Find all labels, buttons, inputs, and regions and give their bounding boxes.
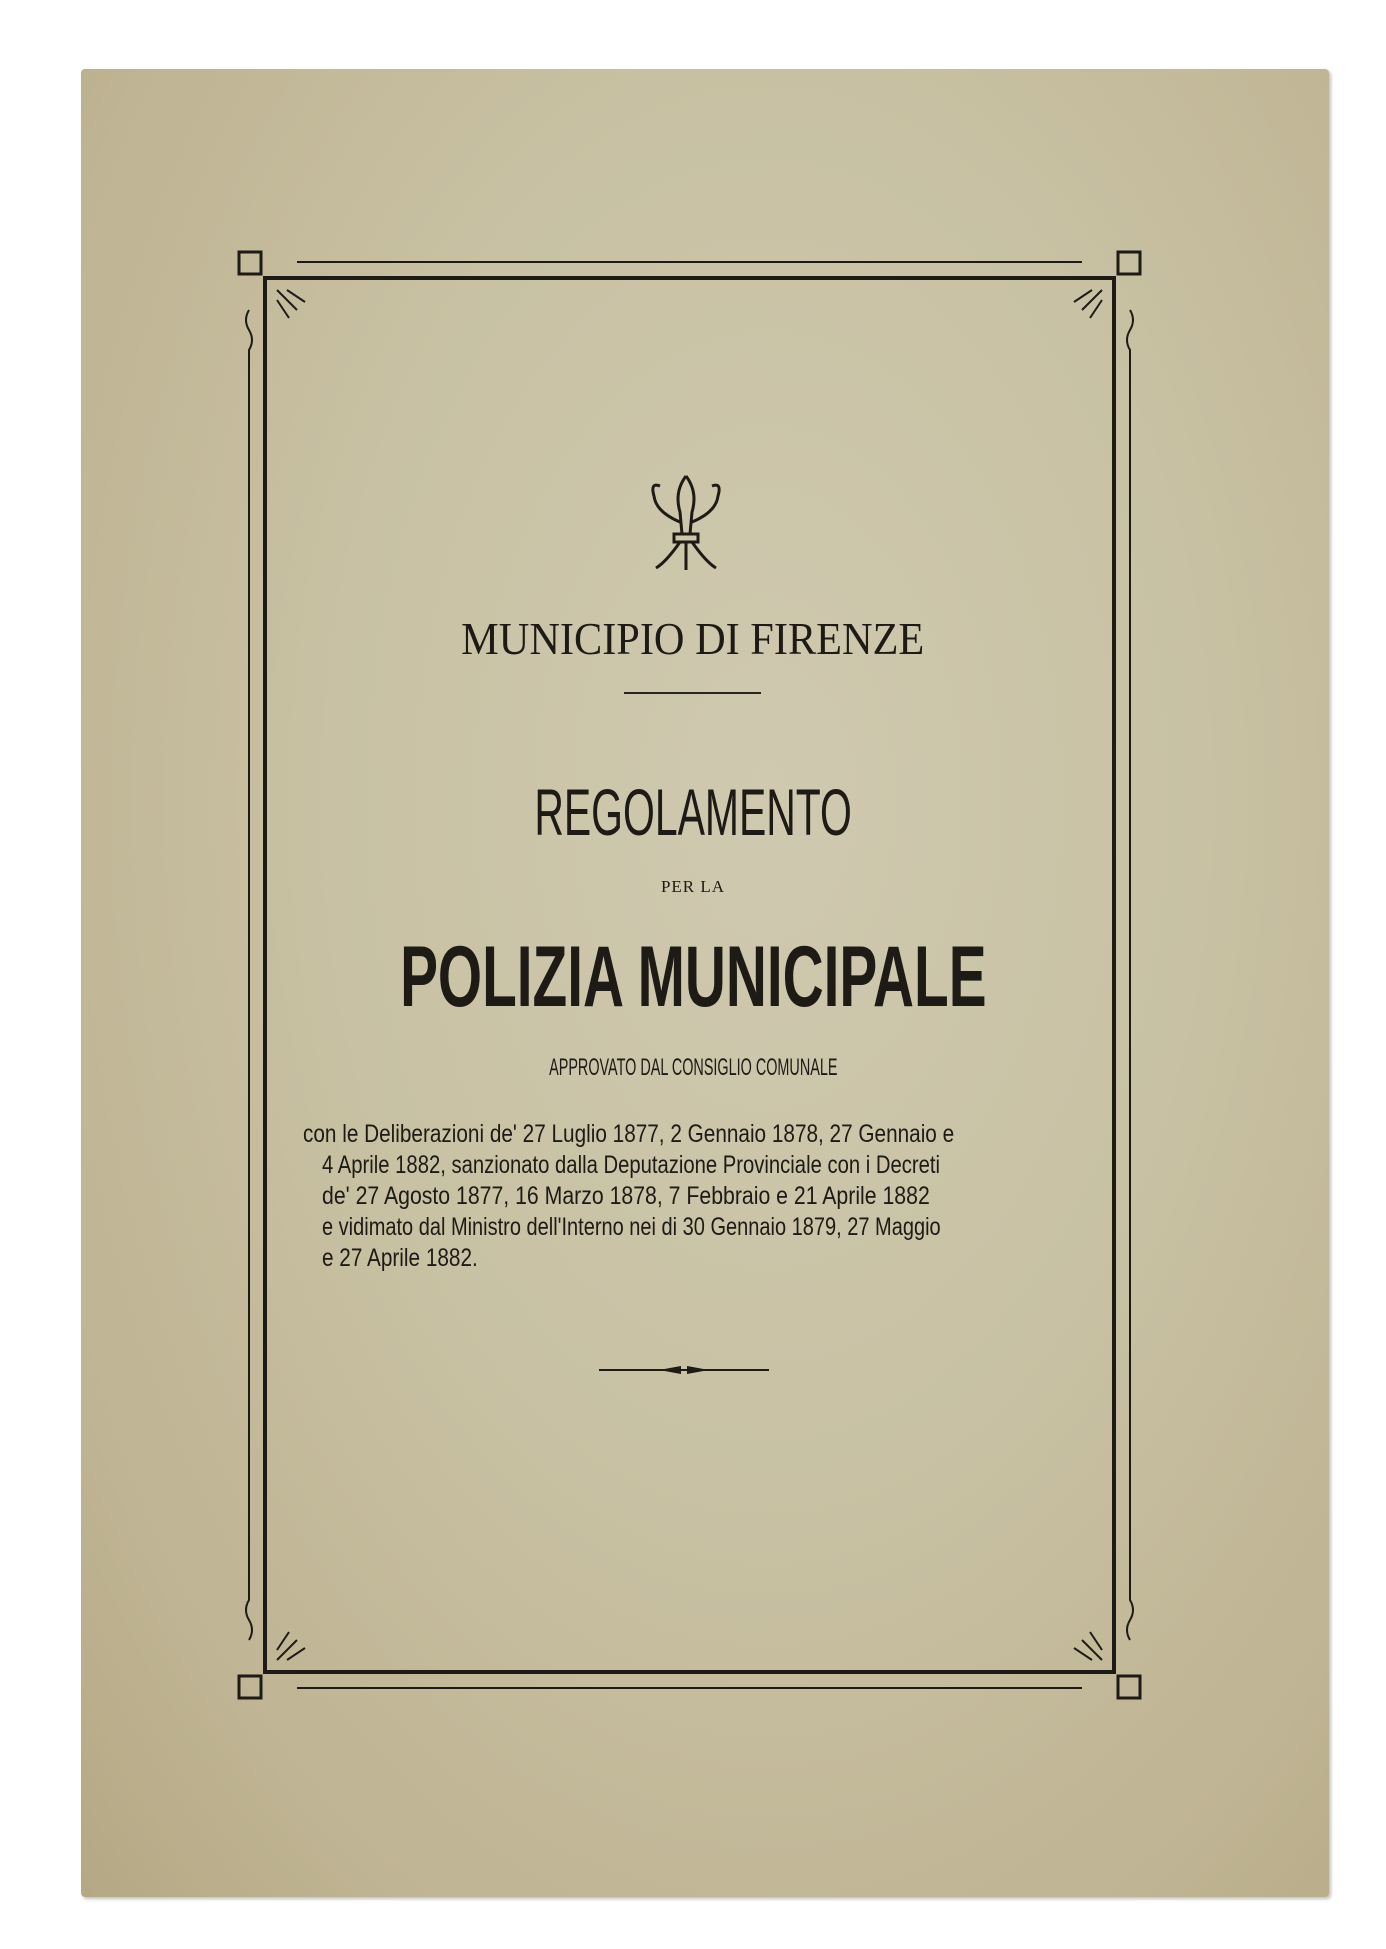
details-line: con le Deliberazioni de' 27 Luglio 1877, 2 Gennaio 1878, 27 Gennaio e: [303, 1120, 955, 1148]
details-line: e vidimato dal Ministro dell'Interno nei di 30 Gennaio 1879, 27 Maggio: [322, 1213, 941, 1241]
institution-heading: MUNICIPIO DI FIRENZE: [461, 613, 925, 664]
connector-text: PER LA: [660, 877, 726, 896]
divider-rule: [624, 692, 761, 694]
closing-ornament: [599, 1362, 769, 1378]
fleur-de-lis-emblem: [646, 472, 726, 576]
document-subject: POLIZIA MUNICIPALE: [399, 929, 987, 1025]
document-title: REGOLAMENTO: [534, 775, 852, 849]
details-line: de' 27 Agosto 1877, 16 Marzo 1878, 7 Febbraio e 21 Aprile 1882: [322, 1182, 930, 1210]
approval-line: APPROVATO DAL CONSIGLIO COMUNALE: [548, 1054, 838, 1081]
details-line: e 27 Aprile 1882.: [322, 1244, 478, 1272]
details-line: 4 Aprile 1882, sanzionato dalla Deputazione Provinciale con i Decreti: [322, 1151, 941, 1179]
